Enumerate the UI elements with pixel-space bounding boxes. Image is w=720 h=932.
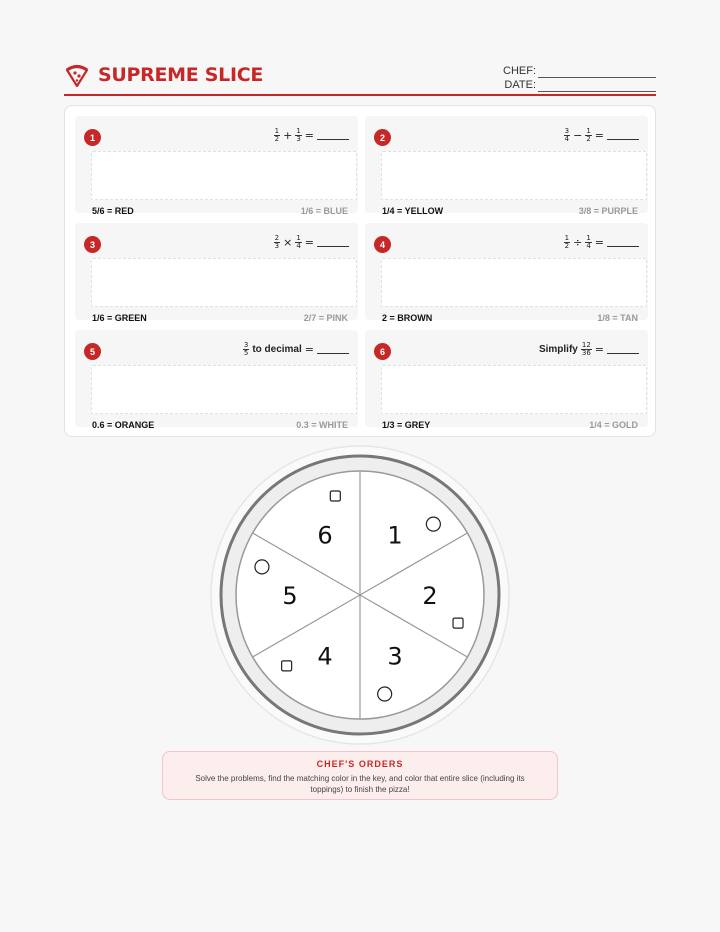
chef-label: CHEF: bbox=[503, 65, 536, 77]
work-area[interactable] bbox=[91, 365, 357, 414]
problem-card-6 bbox=[365, 330, 648, 430]
answer-key-option: 1/6 = BLUE bbox=[300, 206, 348, 216]
problem-number-badge: 3 bbox=[84, 236, 101, 253]
problem-equation bbox=[243, 342, 349, 357]
work-area[interactable] bbox=[91, 258, 357, 307]
square-topping[interactable] bbox=[330, 491, 340, 501]
fraction: $\frac{1}{4}$ bbox=[586, 234, 591, 250]
fraction: $\frac{1}{3}$ bbox=[296, 127, 301, 143]
slice-number-1: 1 bbox=[387, 521, 403, 550]
answer-key-option: 1/4 = YELLOW bbox=[382, 206, 444, 216]
fraction: $\frac{2}{3}$ bbox=[274, 234, 280, 250]
fraction: $\frac{3}{4}$ bbox=[564, 127, 570, 143]
answer-key-option: 1/4 = GOLD bbox=[589, 420, 638, 430]
problem-number-badge: 1 bbox=[84, 129, 101, 146]
answer-key-option: 1/6 = GREEN bbox=[92, 313, 147, 323]
answer-blank[interactable] bbox=[607, 131, 639, 140]
equals-sign: = bbox=[304, 343, 314, 356]
equals-sign: = bbox=[594, 236, 604, 249]
answer-blank[interactable] bbox=[317, 131, 349, 140]
fraction: $\frac{3}{5}$ bbox=[243, 341, 249, 357]
problem-card-5 bbox=[75, 330, 358, 430]
brand bbox=[64, 62, 263, 88]
pepperoni-topping[interactable] bbox=[426, 517, 440, 531]
problem-card-2 bbox=[365, 116, 648, 216]
instructions-box bbox=[162, 751, 558, 800]
answer-blank[interactable] bbox=[607, 345, 639, 354]
problem-number-badge: 2 bbox=[374, 129, 391, 146]
pizza-diagram bbox=[209, 444, 511, 746]
answer-key-option: 3/8 = PURPLE bbox=[578, 206, 638, 216]
worksheet-title: SUPREME SLICE bbox=[98, 64, 264, 86]
fraction: $\frac{1}{2}$ bbox=[274, 127, 280, 143]
answer-blank[interactable] bbox=[317, 238, 349, 247]
work-area[interactable] bbox=[381, 258, 647, 307]
pepperoni-topping[interactable] bbox=[255, 560, 269, 574]
chef-field[interactable] bbox=[538, 68, 656, 78]
date-field[interactable] bbox=[538, 82, 656, 92]
name-date-fields bbox=[503, 64, 656, 92]
slice-number-6: 6 bbox=[317, 521, 333, 550]
problem-instruction: to decimal bbox=[252, 344, 302, 355]
slice-number-3: 3 bbox=[387, 642, 403, 671]
problem-card-4 bbox=[365, 223, 648, 323]
answer-key-option: 0.3 = WHITE bbox=[296, 420, 348, 430]
square-topping[interactable] bbox=[453, 618, 463, 628]
problem-number-badge: 4 bbox=[374, 236, 391, 253]
slice-number-5: 5 bbox=[282, 582, 298, 610]
problems-card bbox=[64, 105, 656, 437]
square-topping[interactable] bbox=[282, 661, 292, 671]
equals-sign: = bbox=[304, 236, 314, 249]
answer-key-option: 1/8 = TAN bbox=[597, 313, 638, 323]
equals-sign: = bbox=[304, 129, 314, 142]
worksheet-header bbox=[64, 62, 656, 96]
problem-card-3 bbox=[75, 223, 358, 323]
work-area[interactable] bbox=[91, 151, 357, 200]
problem-number-badge: 6 bbox=[374, 343, 391, 360]
answer-key-option: 2/7 = PINK bbox=[303, 313, 348, 323]
answer-key-option: 1/3 = GREY bbox=[382, 420, 431, 430]
answer-blank[interactable] bbox=[607, 238, 639, 247]
operator: ÷ bbox=[573, 236, 583, 249]
answer-key-option: 0.6 = ORANGE bbox=[92, 420, 155, 430]
fraction: $\frac{1}{4}$ bbox=[296, 234, 301, 250]
operator: − bbox=[573, 129, 583, 142]
equals-sign: = bbox=[594, 129, 604, 142]
instructions-text: Solve the problems, find the matching color in the key, and color that entire slice (including its toppings) to finish the pizza! bbox=[195, 774, 525, 794]
fraction: $\frac{12}{36}$ bbox=[581, 341, 591, 357]
answer-blank[interactable] bbox=[317, 345, 349, 354]
answer-key-option: 5/6 = RED bbox=[92, 206, 134, 216]
problem-equation bbox=[539, 342, 639, 357]
problem-instruction: Simplify bbox=[538, 344, 578, 355]
problem-number-badge: 5 bbox=[84, 343, 101, 360]
work-area[interactable] bbox=[381, 151, 647, 200]
instructions-title: CHEF'S ORDERS bbox=[316, 759, 404, 769]
equals-sign: = bbox=[594, 343, 604, 356]
work-area[interactable] bbox=[381, 365, 647, 414]
operator: + bbox=[283, 129, 293, 142]
date-label: DATE: bbox=[504, 79, 536, 91]
problem-equation bbox=[274, 128, 349, 143]
problem-card-1 bbox=[75, 116, 358, 216]
problem-equation bbox=[564, 235, 639, 250]
answer-key-option: 2 = BROWN bbox=[382, 313, 433, 323]
problem-equation bbox=[274, 235, 349, 250]
pepperoni-topping[interactable] bbox=[378, 687, 392, 701]
slice-number-2: 2 bbox=[422, 582, 438, 610]
pizza-slice-icon bbox=[64, 62, 90, 88]
slice-number-4: 4 bbox=[317, 642, 333, 671]
fraction: $\frac{1}{2}$ bbox=[564, 234, 570, 250]
fraction: $\frac{1}{2}$ bbox=[586, 127, 591, 143]
operator: × bbox=[283, 236, 293, 249]
problem-equation bbox=[564, 128, 639, 143]
